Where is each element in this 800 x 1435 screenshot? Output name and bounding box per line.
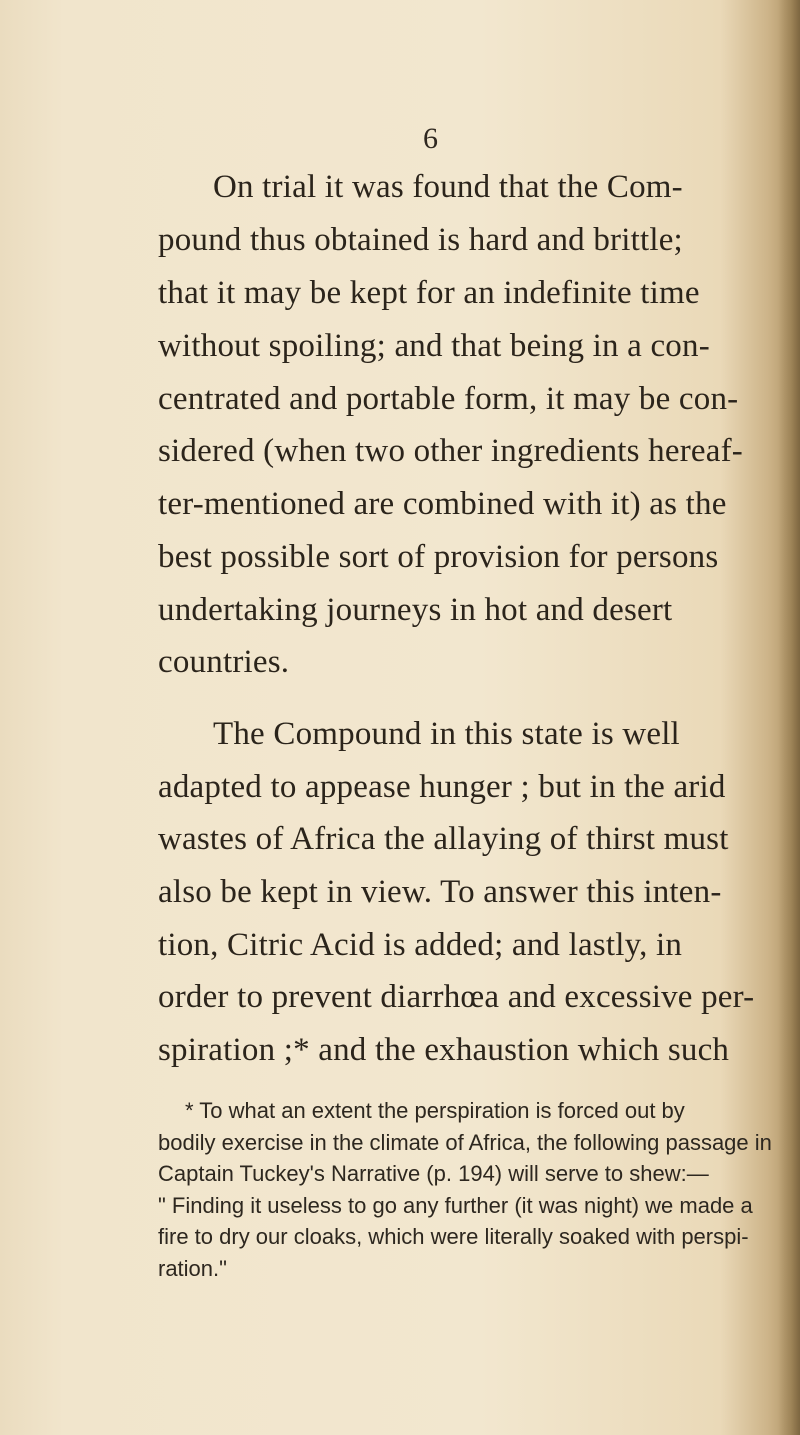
footnote-line-2: bodily exercise in the climate of Africa, the following passage in (158, 1130, 772, 1155)
paragraph-1-line-7: ter-mentioned are combined with it) as the (158, 486, 727, 522)
paragraph-2-line-1: The Compound in this state is well (213, 716, 680, 752)
footnote-line-5: fire to dry our cloaks, which were literally soaked with perspi- (158, 1224, 749, 1249)
paragraph-2-line-5: tion, Citric Acid is added; and lastly, in (158, 927, 683, 963)
paragraph-1-line-1: On trial it was found that the Com- (213, 169, 683, 205)
footnote-line-6: ration." (158, 1256, 227, 1281)
footnote-line-3: Captain Tuckey's Narrative (p. 194) will serve to shew:— (158, 1161, 709, 1186)
paragraph-1-line-6: sidered (when two other ingredients hereaf- (158, 433, 743, 469)
paragraph-1-line-3: that it may be kept for an indefinite time (158, 275, 700, 311)
paragraph-2-line-2: adapted to appease hunger ; but in the arid (158, 769, 726, 805)
paragraph-1-line-9: undertaking journeys in hot and desert (158, 592, 673, 628)
paragraph-2-line-7: spiration ;* and the exhaustion which such (158, 1032, 730, 1068)
paragraph-2-line-3: wastes of Africa the allaying of thirst must (158, 821, 729, 857)
page-edge-shadow (778, 0, 800, 1435)
paragraph-1-line-5: centrated and portable form, it may be con- (158, 381, 739, 417)
paragraph-1-line-4: without spoiling; and that being in a con- (158, 328, 710, 364)
paragraph-2-line-6: order to prevent diarrhœa and excessive per- (158, 979, 755, 1015)
page-number: 6 (423, 122, 438, 155)
paragraph-2-line-4: also be kept in view. To answer this inten- (158, 874, 722, 910)
paragraph-1-line-2: pound thus obtained is hard and brittle; (158, 222, 683, 258)
paragraph-1-line-10: countries. (158, 644, 290, 680)
footnote-line-4: " Finding it useless to go any further (it was night) we made a (158, 1193, 753, 1218)
paragraph-1-line-8: best possible sort of provision for persons (158, 539, 719, 575)
footnote-line-1: * To what an extent the perspiration is forced out by (185, 1098, 685, 1123)
